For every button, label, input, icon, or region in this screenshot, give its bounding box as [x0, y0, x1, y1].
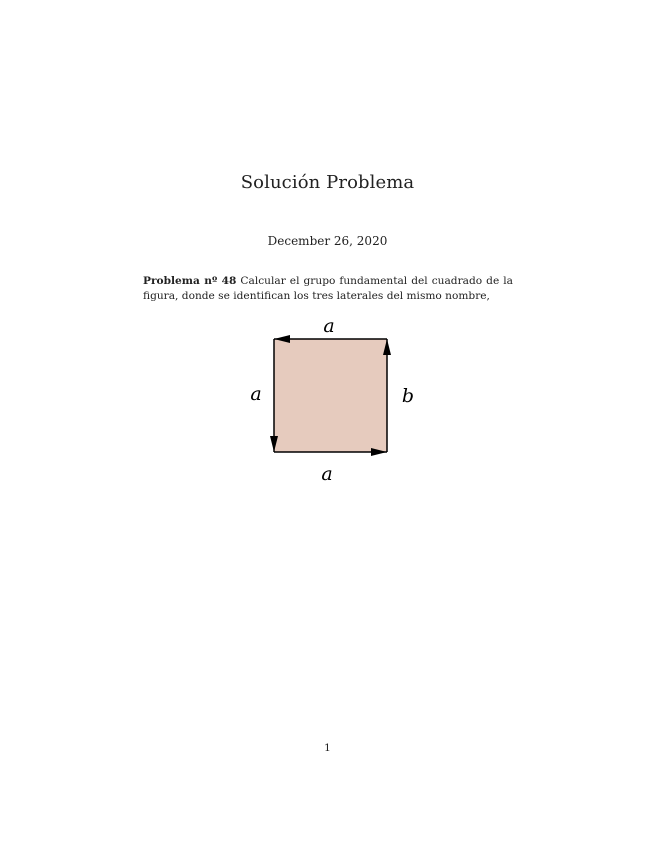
page-number: 1	[324, 742, 331, 754]
document-title: Solución Problema	[240, 172, 415, 193]
square-fill	[274, 339, 387, 452]
edge-label-top: a	[323, 315, 335, 337]
edge-label-left: a	[250, 383, 262, 405]
square-figure	[235, 310, 425, 490]
problem-label: Problema nº 48	[143, 275, 237, 287]
edge-label-bottom: a	[321, 463, 333, 485]
problem-statement	[143, 274, 513, 304]
document-date: December 26, 2020	[267, 234, 388, 248]
edge-label-right: b	[401, 385, 415, 407]
problem-text: Calcular el grupo fundamental del cuadrado de la figura, donde se identifican los tres laterales del mismo nombre,	[143, 275, 513, 302]
square-diagram	[235, 310, 425, 490]
